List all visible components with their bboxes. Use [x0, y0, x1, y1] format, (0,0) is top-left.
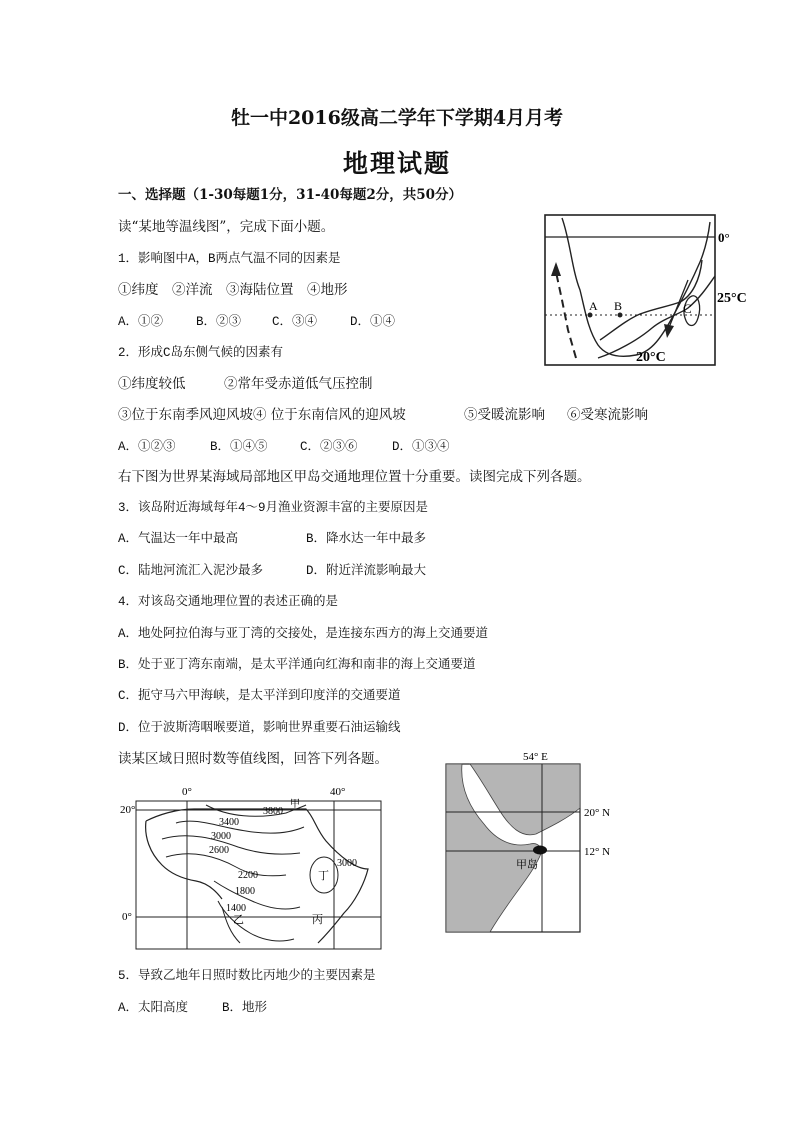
island-map — [440, 748, 640, 938]
lon-54-label: 54° E — [523, 751, 548, 763]
label-2200: 2200 — [238, 870, 258, 881]
equator-label: 0° — [718, 230, 730, 245]
label-3800: 3800 — [263, 806, 283, 817]
q1-option-a: A．①② — [118, 315, 164, 329]
q4-stem: 4．对该岛交通地理位置的表述正确的是 — [118, 595, 339, 609]
point-a-label: A — [589, 299, 598, 313]
temp-25-label: 25°C — [717, 291, 747, 306]
lat-20n-label: 20° N — [584, 807, 611, 819]
label-3000b: 3000 — [337, 858, 357, 869]
lat-20-label: 20° — [120, 804, 136, 816]
q2-stem: 2．形成C岛东侧气候的因素有 — [118, 346, 284, 360]
q2-item-5: ⑤受暖流影响 — [464, 407, 545, 423]
lon-40-label: 40° — [330, 786, 346, 798]
exam-title: 牡一中2016级高二学年下学期4月月考 — [230, 107, 564, 129]
q2-option-c: C．②③⑥ — [300, 440, 358, 454]
q3-option-d: D．附近洋流影响最大 — [306, 564, 427, 578]
lat-0-label: 0° — [122, 911, 132, 923]
point-a-marker — [588, 313, 593, 318]
sunshine-map — [118, 783, 390, 955]
q4-option-d: D．位于波斯湾咽喉要道，影响世界重要石油运输线 — [118, 721, 401, 735]
temp-20-label: 20°C — [636, 350, 666, 365]
q3-option-c: C．陆地河流汇入泥沙最多 — [118, 564, 264, 578]
label-jia: 甲 — [290, 799, 300, 810]
q2-item-6: ⑥受寒流影响 — [567, 407, 648, 423]
point-c-label: C — [683, 301, 692, 316]
q4-option-b: B．处于亚丁湾东南端，是太平洋通向红海和南非的海上交通要道 — [118, 658, 476, 672]
q2-option-a: A．①②③ — [118, 440, 176, 454]
q1-option-d: D．①④ — [350, 315, 396, 329]
q2-item-3-4: ③位于东南季风迎风坡④ 位于东南信风的迎风坡 — [118, 407, 406, 423]
section-heading: 一、选择题（1-30每题1分，31-40每题2分，共50分） — [118, 187, 463, 203]
lat-12n-label: 12° N — [584, 846, 611, 858]
q2-option-b: B．①④⑤ — [210, 440, 268, 454]
label-3000a: 3000 — [211, 831, 231, 842]
q5-option-a: A．太阳高度 — [118, 1001, 189, 1015]
label-yi: 乙 — [233, 914, 244, 926]
label-1800: 1800 — [235, 886, 255, 897]
exam-subject: 地理试题 — [342, 149, 451, 178]
q1-option-b: B．②③ — [196, 315, 242, 329]
isotherm-map — [540, 210, 758, 370]
q1-stem: 1．影响图中A，B两点气温不同的因素是 — [118, 252, 341, 266]
label-ding: 丁 — [318, 870, 329, 882]
intro-sunshine: 读某区域日照时数等值线图，回答下列各题。 — [118, 751, 388, 767]
q3-stem: 3．该岛附近海域每年4～9月渔业资源丰富的主要原因是 — [118, 501, 429, 515]
island-jia-label: 甲岛 — [516, 859, 538, 871]
q1-option-c: C．③④ — [272, 315, 318, 329]
q2-option-d: D．①③④ — [392, 440, 450, 454]
q4-option-c: C．扼守马六甲海峡，是太平洋到印度洋的交通要道 — [118, 689, 401, 703]
q5-option-b: B．地形 — [222, 1001, 268, 1015]
q3-option-b: B．降水达一年中最多 — [306, 532, 427, 546]
q2-item-2: ②常年受赤道低气压控制 — [224, 376, 373, 392]
q4-option-a: A．地处阿拉伯海与亚丁湾的交接处，是连接东西方的海上交通要道 — [118, 627, 489, 641]
intro-island: 右下图为世界某海域局部地区甲岛交通地理位置十分重要。读图完成下列各题。 — [118, 469, 591, 485]
island-jia-marker — [533, 846, 547, 855]
q2-item-1: ①纬度较低 — [118, 376, 186, 392]
intro-isotherm: 读“某地等温线图”，完成下面小题。 — [118, 219, 335, 235]
label-bing: 丙 — [312, 914, 323, 926]
q1-items: ①纬度 ②洋流 ③海陆位置 ④地形 — [118, 282, 348, 298]
point-b-label: B — [614, 299, 623, 313]
label-1400: 1400 — [226, 903, 246, 914]
q3-option-a: A．气温达一年中最高 — [118, 532, 239, 546]
label-3400: 3400 — [219, 817, 239, 828]
point-b-marker — [618, 313, 623, 318]
q5-stem: 5．导致乙地年日照时数比丙地少的主要因素是 — [118, 969, 376, 983]
lon-0-label: 0° — [182, 786, 192, 798]
label-2600: 2600 — [209, 845, 229, 856]
